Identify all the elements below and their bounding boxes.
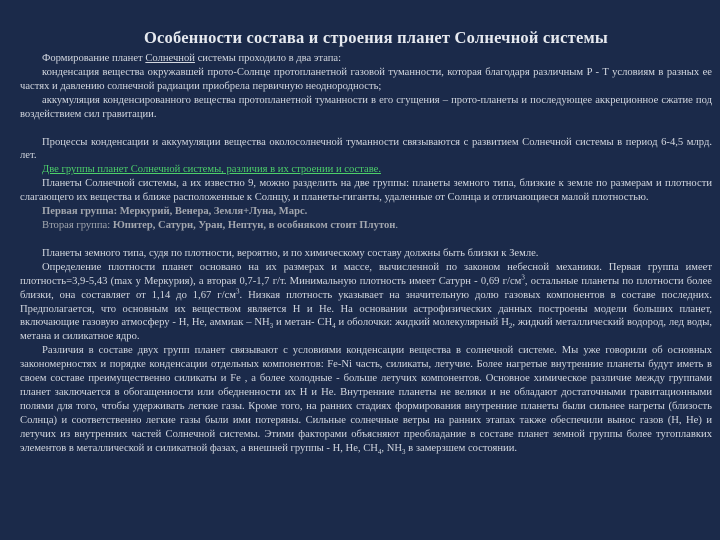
groups-paragraph: Планеты Солнечной системы, а их известно 9, можно разделить на две группы: планеты земного типа, близкие к земле по размерам и плотности слагающего их вещества и ближе расположенные к Солнцу, и планеты-гиганты, удаленные от Солнца и отличающиеся малой плотностью. [20, 178, 712, 204]
density-sub-nh3: 3 [269, 322, 274, 331]
density-text-6: , жидкий металлический водород, лед воды, метана и силикатное ядро. [20, 317, 712, 343]
groups-link[interactable]: Две группы планет Солнечной системы, различия в их строении и составе. [42, 164, 381, 176]
density-sub-ch4: 4 [332, 322, 336, 331]
page-title: Особенности состава и строения планет Солнечной системы [143, 28, 608, 47]
density-sup-1: 3 [521, 273, 525, 282]
density-paragraph [20, 261, 712, 344]
density-text-2: , остальные планеты по плотности более близки, она составляет от 1,14 до 1,67 г/см [20, 275, 712, 301]
differences-text-1: Различия в составе двух групп планет связывают с условиями конденсации вещества в солнечной системе. Мы уже говорили об основных закономерностях и порядке конденсации отдельных компонентов: Fe-Ni часть, силикаты, летучие. Более нагретые внутренние планеты будут иметь в своем составе преимущественно силикаты и Fe , а более холодные - больше летучих компонентов. Основное химическое различие между группами планет заключается в обогащенности или обедненности их Н и Не. Внутренние планеты не велики и не обладают достаточными гравитационными полями для того, чтобы удерживать легкие газы. Кроме того, на ранних стадиях формирования внутренние планеты были сильнее нагреты (близость Солнца) и соответственно легкие газы были ими потеряны. Сильные солнечные ветры на ранних этапах также обеспечили вынос газов (Н, Не) и летучих из внутренних частей Солнечной системы. Этими факторами объясняют преобладание в составе планет земной группы более тугоплавких элементов в металлической и силикатной фазах, а внешней группы - Н, Не, СН [20, 345, 712, 454]
stage2-paragraph: аккумуляция конденсированного вещества протопланетной туманности в его сгущения – прото-планеты и последующее аккреционное сжатие под воздействием сил гравитации. [20, 94, 712, 120]
density-sup-2: 3 [235, 287, 240, 296]
differences-sub-ch4: 4 [377, 447, 382, 456]
group2-before: Вторая группа: [42, 219, 113, 231]
group2-bold: Юпитер, Сатурн, Уран, Нептун, в особняком стоит Плутон [112, 219, 396, 231]
differences-paragraph [20, 344, 712, 455]
density-sub-h2: 2 [508, 322, 513, 331]
differences-text-3: в замерзшем состоянии. [405, 442, 518, 454]
density-text-4: и метан- СН [273, 317, 333, 329]
group2-paragraph [20, 219, 712, 233]
density-text-1: Определение плотности планет основано на их размерах и массе, вычисленной по законом небесной механики. Первая группа имеет плотность=3,9-5,43 (max у Меркурия), а вторая 0,7-1,7 г/т. Минимальную плотность имеет Сатурн - 0,69 г/см [20, 261, 712, 287]
intro-underlined: Солнечной [145, 53, 195, 64]
group1-paragraph: Первая группа: Меркурий, Венера, Земля+Луна, Марс. [42, 206, 308, 218]
differences-text-2: , NH [381, 442, 403, 454]
intro-after: системы проходило в два этапа: [194, 53, 342, 64]
density-text-5: и оболочки: жидкий молекулярный Н [335, 317, 509, 329]
groups-heading-paragraph [20, 163, 712, 177]
intro-before: Формирование планет [42, 53, 146, 64]
density-text-3: . Низкая плотность указывает на значительную долю газовых компонентов в составе последних. Предполагается, что основным их веществом является Н и Не. На основании астрофизических данных построены модели больших планет, включающие газовую атмосферу - Н, Не, аммиак – NH [20, 289, 713, 329]
terrestrial-paragraph: Планеты земного типа, судя по плотности, вероятно, и по химическому составу должны быть близки к Земле. [42, 247, 539, 259]
group2-after: . [395, 219, 399, 231]
intro-paragraph [20, 52, 712, 66]
processes-paragraph: Процессы конденсации и аккумуляции вещества околосолнечной туманности связываются с развитием Солнечной системы в период 6-4,5 млрд. лет. [20, 136, 712, 162]
differences-sub-nh3: 3 [402, 447, 406, 456]
stage1-paragraph: конденсация вещества окружавшей прото-Солнце протопланетной газовой туманности, которая благодаря различным P - T условиям в разных ее частях и давлению солнечной радиации приобрела первичную неоднородность; [20, 66, 712, 92]
